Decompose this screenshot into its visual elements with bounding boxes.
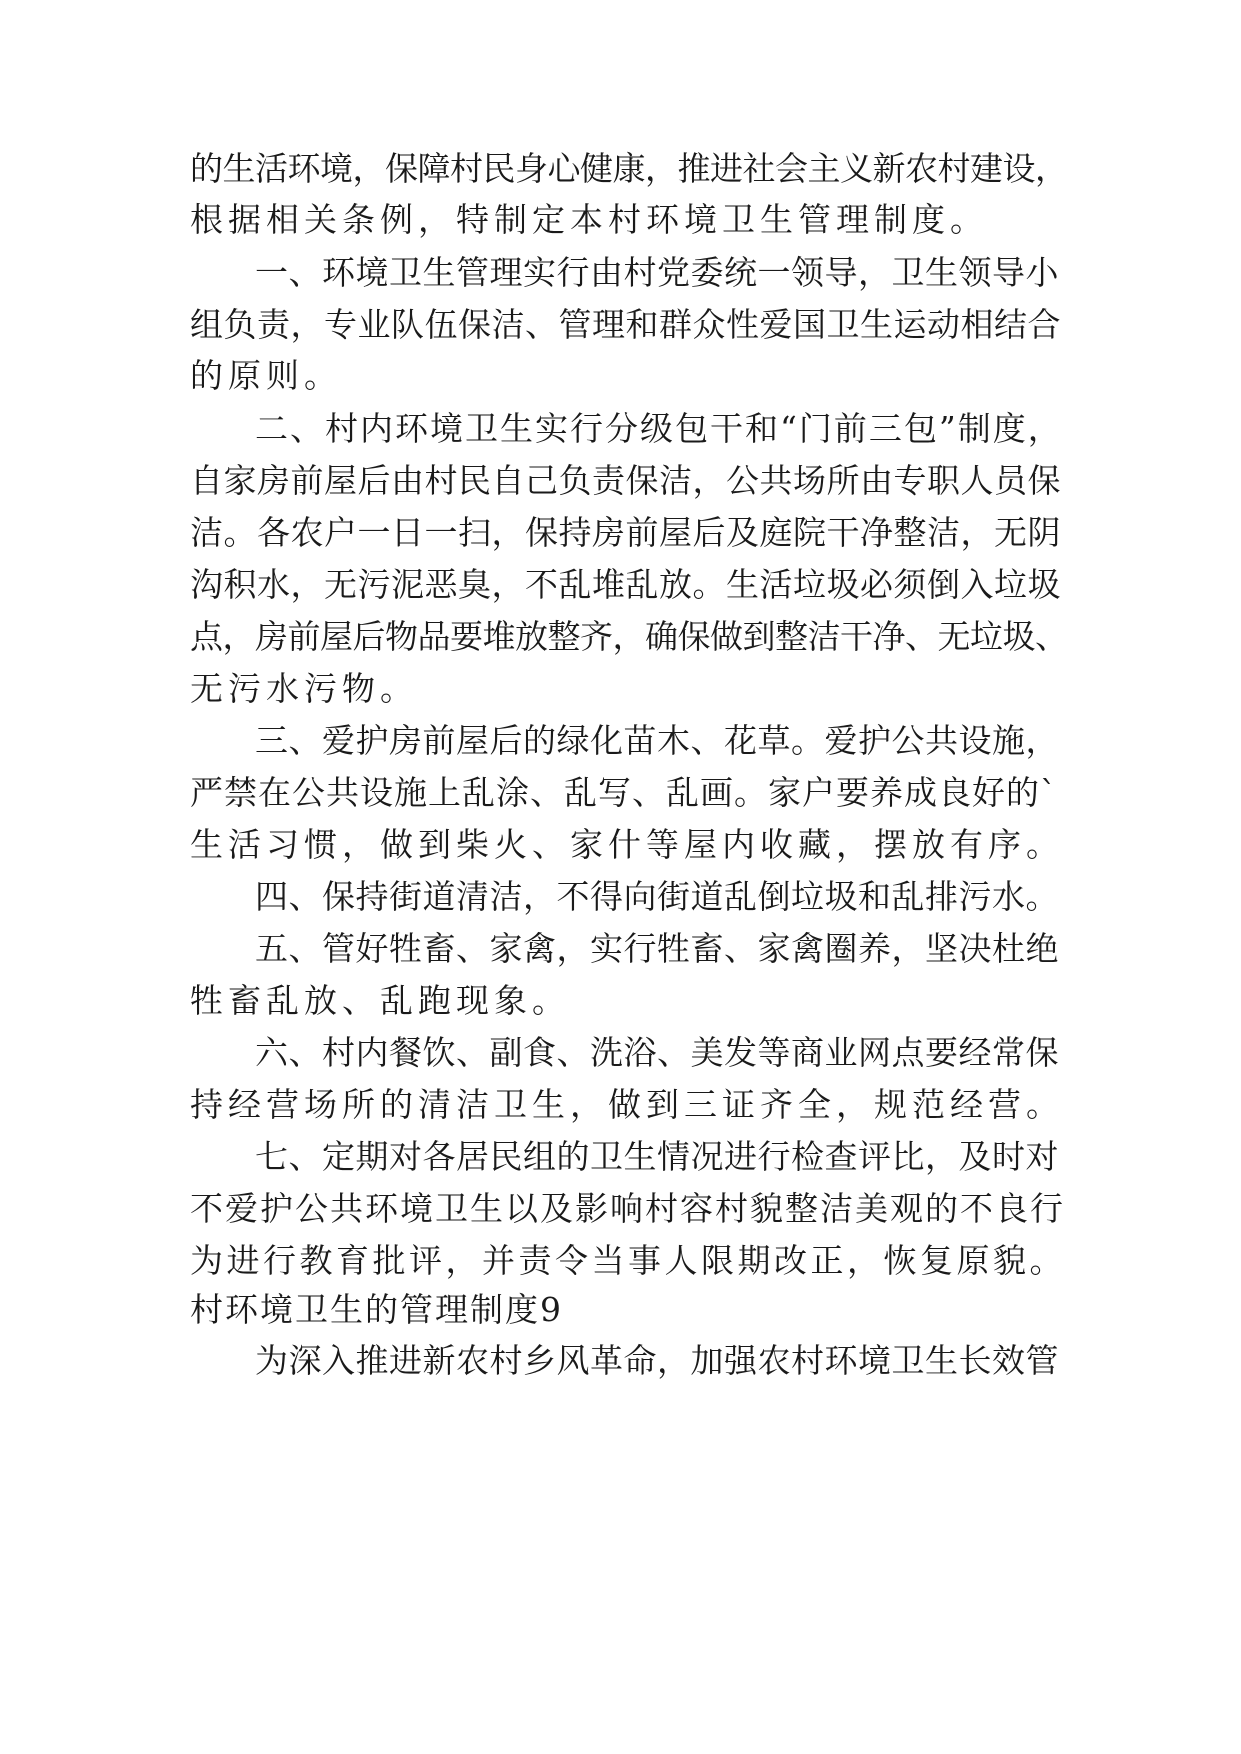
text-line: 为进行教育批评，并责令当事人限期改正，恢复原貌。: [190, 1241, 1066, 1280]
text-line: 严禁在公共设施上乱涂、乱写、乱画。家户要养成良好的`: [190, 773, 1058, 812]
text-line: 自家房前屋后由村民自己负责保洁，公共场所由专职人员保: [190, 461, 1061, 500]
text-line: 一、环境卫生管理实行由村党委统一领导，卫生领导小: [255, 253, 1059, 292]
text-line: 沟积水，无污泥恶臭，不乱堆乱放。生活垃圾必须倒入垃圾: [190, 565, 1061, 604]
text-line: 组负责，专业队伍保洁、管理和群众性爱国卫生运动相结合: [190, 305, 1061, 344]
text-line: 七、定期对各居民组的卫生情况进行检查评比，及时对: [255, 1137, 1059, 1176]
text-line: 根据相关条例，特制定本村环境卫生管理制度。: [190, 200, 988, 239]
text-line: 点，房前屋后物品要堆放整齐，确保做到整洁干净、无垃圾、: [190, 617, 1068, 656]
section-heading: 村环境卫生的管理制度9: [190, 1290, 563, 1329]
text-line: 二、村内环境卫生实行分级包干和“门前三包”制度，: [255, 409, 1063, 448]
text-line: 四、保持街道清洁，不得向街道乱倒垃圾和乱排污水。: [255, 877, 1059, 916]
text-line: 不爱护公共环境卫生以及影响村容村貌整洁美观的不良行: [190, 1189, 1065, 1228]
text-line: 洁。各农户一日一扫，保持房前屋后及庭院干净整洁，无阴: [190, 513, 1061, 552]
text-line: 的生活环境，保障村民身心健康，推进社会主义新农村建设，: [190, 149, 1068, 188]
text-line: 生活习惯，做到柴火、家什等屋内收藏，摆放有序。: [190, 825, 1064, 864]
text-line: 六、村内餐饮、副食、洗浴、美发等商业网点要经常保: [255, 1033, 1059, 1072]
text-line: 的原则。: [190, 356, 342, 395]
text-line: 五、管好牲畜、家禽，实行牲畜、家禽圈养，坚决杜绝: [255, 929, 1059, 968]
text-line: 牲畜乱放、乱跑现象。: [190, 981, 570, 1020]
text-line: 为深入推进新农村乡风革命，加强农村环境卫生长效管: [255, 1341, 1059, 1380]
text-line: 持经营场所的清洁卫生，做到三证齐全，规范经营。: [190, 1085, 1064, 1124]
text-line: 无污水污物。: [190, 669, 418, 708]
text-line: 三、爱护房前屋后的绿化苗木、花草。爱护公共设施，: [255, 721, 1059, 760]
